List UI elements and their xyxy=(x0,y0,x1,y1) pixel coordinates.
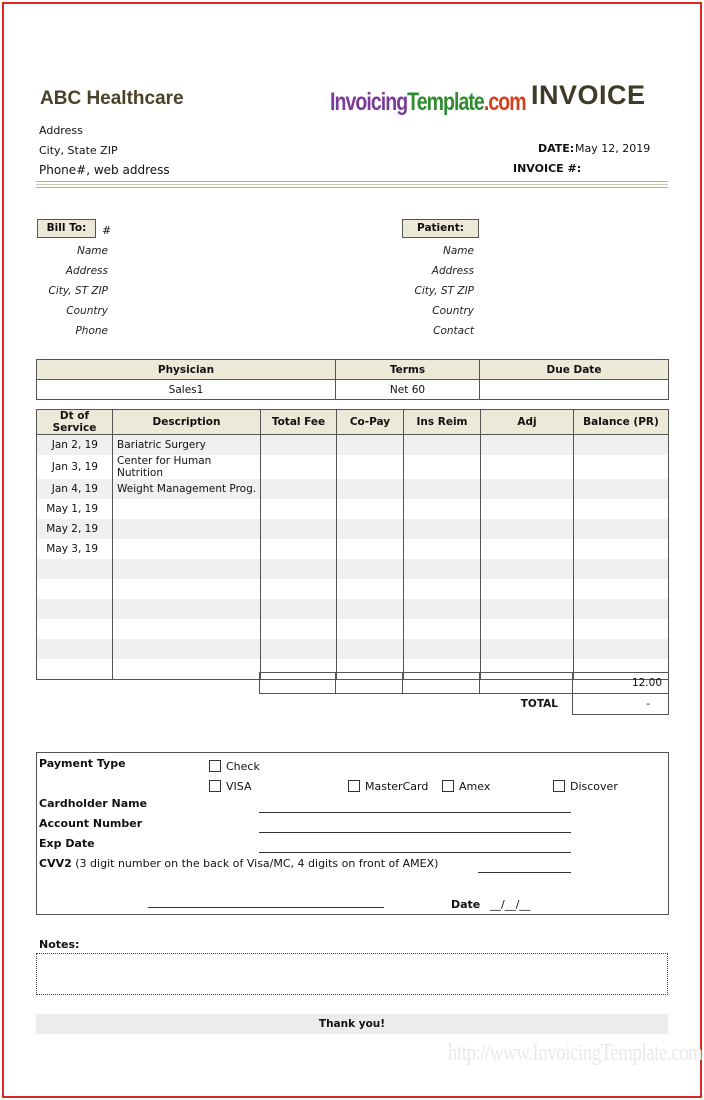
service-description[interactable]: Weight Management Prog. xyxy=(113,479,261,499)
bill-to-phone: Phone xyxy=(75,325,108,337)
watermark: http://www.InvoicingTemplate.com xyxy=(448,1040,703,1066)
table-row xyxy=(37,519,669,539)
services-table xyxy=(36,409,669,680)
thank-you-banner: Thank you! xyxy=(36,1014,668,1034)
invoice-title: INVOICE xyxy=(531,80,646,110)
col-description-header: Description xyxy=(113,410,261,435)
cvv-field[interactable] xyxy=(478,872,571,873)
payment-type-label: Payment Type xyxy=(39,757,126,770)
totals-table xyxy=(259,672,669,715)
service-description[interactable] xyxy=(113,539,261,559)
service-date[interactable]: Jan 4, 19 xyxy=(37,479,113,499)
checkbox-icon[interactable] xyxy=(442,780,454,792)
company-city: City, State ZIP xyxy=(39,144,118,157)
company-address: Address xyxy=(39,124,83,137)
service-description[interactable]: Center for Human Nutrition xyxy=(113,455,261,479)
table-row xyxy=(37,599,669,619)
payment-date-label: Date xyxy=(451,898,481,911)
cardholder-field[interactable] xyxy=(259,812,571,813)
company-name: ABC Healthcare xyxy=(40,88,184,109)
col-ins-reim-header: Ins Reim xyxy=(404,410,481,435)
col-date-header: Dt of Service xyxy=(37,410,113,435)
checkbox-icon[interactable] xyxy=(348,780,360,792)
account-number-field[interactable] xyxy=(259,832,571,833)
checkbox-icon[interactable] xyxy=(209,780,221,792)
service-description[interactable] xyxy=(113,499,261,519)
terms-value[interactable]: Net 60 xyxy=(336,380,480,400)
signature-line[interactable] xyxy=(148,907,384,908)
physician-header: Physician xyxy=(37,360,336,380)
bill-to-address: Address xyxy=(65,265,108,277)
table-row xyxy=(37,479,669,499)
service-description[interactable] xyxy=(113,519,261,539)
invoice-number-label: INVOICE #: xyxy=(513,162,582,175)
date-value: May 12, 2019 xyxy=(575,142,651,155)
header-divider xyxy=(36,184,668,185)
checkbox-icon[interactable] xyxy=(553,780,565,792)
exp-date-label: Exp Date xyxy=(39,837,95,850)
bill-to-country: Country xyxy=(66,305,108,317)
discover-option[interactable]: Discover xyxy=(553,780,618,793)
visa-option[interactable]: VISA xyxy=(209,780,251,793)
patient-label: Patient: xyxy=(402,219,479,238)
patient-name: Name xyxy=(443,245,474,257)
due-date-header: Due Date xyxy=(480,360,669,380)
notes-field[interactable] xyxy=(36,953,668,995)
service-date[interactable]: May 3, 19 xyxy=(37,539,113,559)
patient-country: Country xyxy=(432,305,474,317)
service-date[interactable]: May 2, 19 xyxy=(37,519,113,539)
patient-city: City, ST ZIP xyxy=(414,285,474,297)
table-row xyxy=(37,539,669,559)
service-date[interactable]: Jan 2, 19 xyxy=(37,435,113,456)
mastercard-option[interactable]: MasterCard xyxy=(348,780,428,793)
payment-section xyxy=(36,752,669,915)
amex-option[interactable]: Amex xyxy=(442,780,490,793)
notes-label: Notes: xyxy=(39,938,80,951)
bill-to-label: Bill To: xyxy=(37,219,96,238)
table-row xyxy=(37,559,669,579)
cardholder-label: Cardholder Name xyxy=(39,797,148,810)
account-number-label: Account Number xyxy=(39,817,143,830)
service-description[interactable]: Bariatric Surgery xyxy=(113,435,261,456)
total-label: TOTAL xyxy=(520,698,558,711)
subtotal-value: 12.00 xyxy=(573,673,669,694)
total-value: - xyxy=(573,694,669,715)
table-row xyxy=(37,639,669,659)
table-row xyxy=(37,499,669,519)
date-label: DATE: xyxy=(538,142,575,155)
table-row xyxy=(37,619,669,639)
service-date[interactable]: May 1, 19 xyxy=(37,499,113,519)
bill-to-hash: # xyxy=(102,224,112,237)
physician-value[interactable]: Sales1 xyxy=(37,380,336,400)
terms-table xyxy=(36,359,669,400)
checkbox-icon[interactable] xyxy=(209,760,221,772)
col-copay-header: Co-Pay xyxy=(337,410,404,435)
table-row xyxy=(37,435,669,456)
header-divider xyxy=(36,181,668,182)
bill-to-name: Name xyxy=(77,245,108,257)
logo: InvoicingTemplate.com xyxy=(330,88,526,116)
service-date[interactable]: Jan 3, 19 xyxy=(37,455,113,479)
check-option[interactable]: Check xyxy=(209,760,260,773)
due-date-value[interactable] xyxy=(480,380,669,400)
col-adj-header: Adj xyxy=(481,410,574,435)
company-phone: Phone#, web address xyxy=(39,163,170,177)
bill-to-city: City, ST ZIP xyxy=(48,285,108,297)
payment-date-field[interactable]: __/__/__ xyxy=(490,898,531,911)
table-row xyxy=(37,579,669,599)
exp-date-field[interactable] xyxy=(259,852,571,853)
cvv-label: CVV2 (3 digit number on the back of Visa/MC, 4 digits on front of AMEX) xyxy=(39,857,439,870)
col-total-fee-header: Total Fee xyxy=(261,410,337,435)
terms-header: Terms xyxy=(336,360,480,380)
col-balance-header: Balance (PR) xyxy=(574,410,669,435)
patient-address: Address xyxy=(431,265,474,277)
patient-contact: Contact xyxy=(433,325,474,337)
table-row xyxy=(37,455,669,479)
header-divider xyxy=(36,187,668,188)
